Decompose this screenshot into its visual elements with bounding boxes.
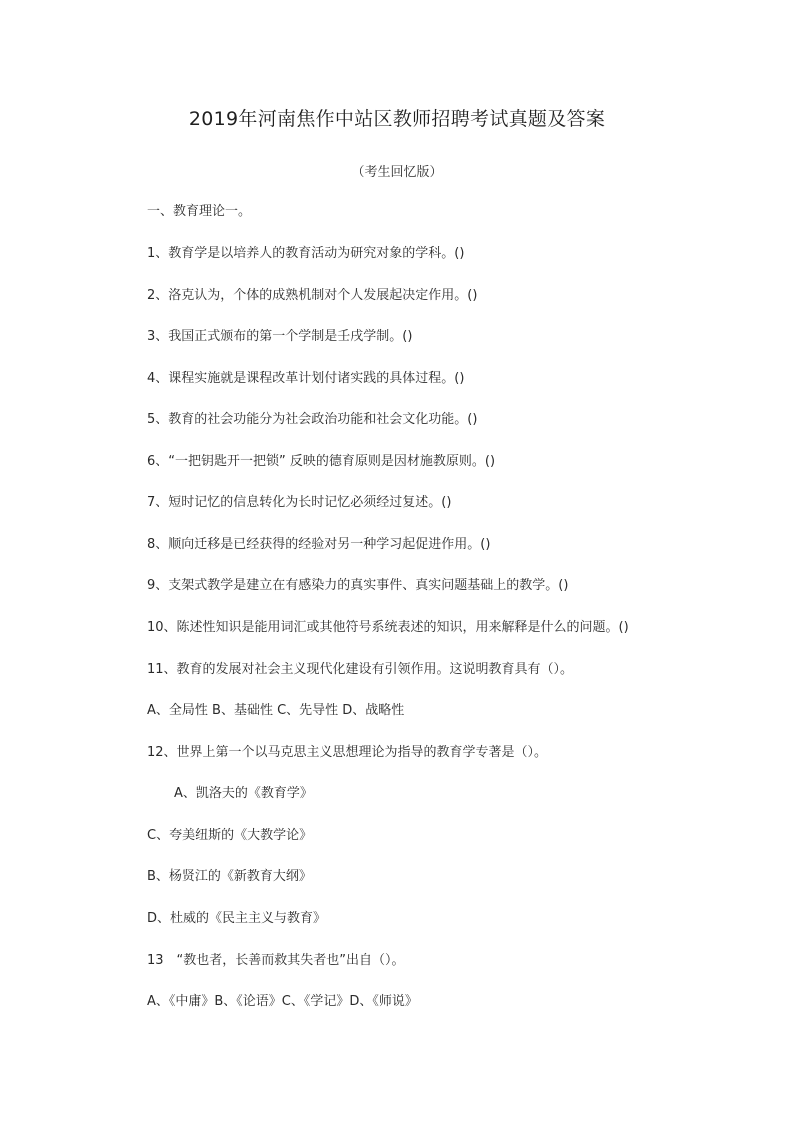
question-10: 10、陈述性知识是能用词汇或其他符号系统表述的知识，用来解释是什么的问题。() (147, 620, 629, 635)
question-12: 12、世界上第一个以马克思主义思想理论为指导的教育学专著是（）。 (147, 745, 548, 760)
question-12-option-d: D、杜威的《民主主义与教育》 (147, 911, 327, 926)
question-9: 9、支架式教学是建立在有感染力的真实事件、真实问题基础上的教学。() (147, 578, 569, 593)
question-13: 13 “教也者，长善而救其失者也”出自（）。 (147, 953, 405, 968)
question-6: 6、“一把钥匙开一把锁” 反映的德育原则是因材施教原则。() (147, 454, 496, 469)
question-7: 7、短时记忆的信息转化为长时记忆必须经过复述。() (147, 495, 452, 510)
section-heading: 一、教育理论一。 (147, 204, 252, 219)
document-subtitle: （考生回忆版） (351, 165, 443, 180)
question-13-options: A、《中庸》B、《论语》C、《学记》D、《师说》 (147, 994, 418, 1009)
question-8: 8、顺向迁移是已经获得的经验对另一种学习起促进作用。() (147, 537, 491, 552)
question-12-option-c: C、夸美纽斯的《大教学论》 (147, 828, 313, 843)
question-3: 3、我国正式颁布的第一个学制是壬戌学制。() (147, 329, 413, 344)
question-5: 5、教育的社会功能分为社会政治功能和社会文化功能。() (147, 412, 478, 427)
question-11-options: A、全局性 B、基础性 C、先导性 D、战略性 (147, 703, 405, 718)
question-11: 11、教育的发展对社会主义现代化建设有引领作用。这说明教育具有（）。 (147, 662, 574, 677)
document-title: 2019年河南焦作中站区教师招聘考试真题及答案 (188, 108, 606, 130)
question-12-option-b: B、杨贤江的《新教育大纲》 (147, 869, 312, 884)
question-1: 1、教育学是以培养人的教育活动为研究对象的学科。() (147, 246, 465, 261)
question-12-option-a: A、凯洛夫的《教育学》 (174, 786, 313, 801)
question-2: 2、洛克认为，个体的成熟机制对个人发展起决定作用。() (147, 288, 478, 303)
question-4: 4、课程实施就是课程改革计划付诸实践的具体过程。() (147, 371, 465, 386)
